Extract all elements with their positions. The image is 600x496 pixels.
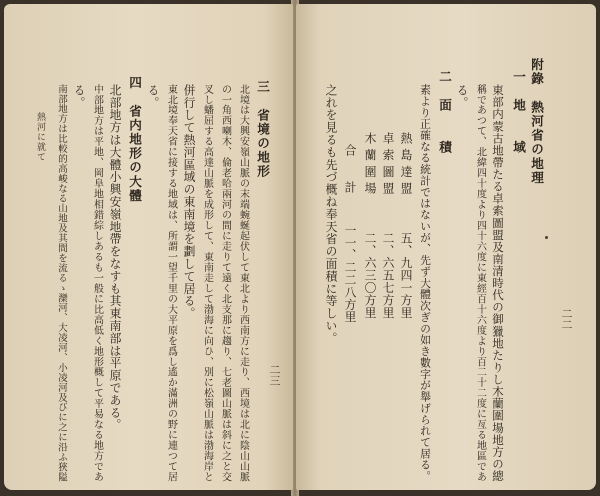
paragraph-line: 之れを見るも先づ概ね奉天省の面積に等しい。 [324,84,338,345]
table-row-value: 五、九四一方里 [399,232,413,319]
section-heading: 三 省境の地形 [255,80,270,179]
paragraph-line: る。 [146,84,160,109]
chapter-title: 附錄 熱河省の地理 [529,58,544,185]
table-row-value: 二、六五七方里 [381,232,395,319]
paragraph-line: 中部地方は平地、岡阜地相錯綜しあるも一般に比高低く地形概して平易なる地方であ [92,84,103,483]
table-row-name: 熱 島 達 盟 [399,132,413,195]
table-row-value: 一一、二二八方里 [343,224,357,324]
paragraph-line: 東部内蒙古地帶たる卓索圖盟及南清時代の御獵地たりし木蘭圍場地方の總 [491,84,505,482]
right-page [296,4,596,490]
paragraph-line: 南部地方は比較的高峻なる山地及其間を流るゝ灤河、大凌河、小凌河及びに之に沿ふ狹隘 [56,84,67,482]
paragraph-line: 北部地方は大體小興安嶺地帶をなすも其東南部は平原である。 [108,84,122,432]
paragraph-line: 素より正確なる統計ではないが、先ず大體次ぎの如き數字が舉げられて居る。 [419,84,432,482]
paragraph-line: 東北境奉天省に接する地域は、所謂一望千里の大平原を爲し遙か滿洲の野に連つて居 [166,84,177,483]
paragraph-line: 叉し蟠屈する高達山脈を成形して、東南走して渤海に向ひ、別に松嶺山脈は渤海岸と [202,84,213,483]
page-number: 二三 [268,364,281,386]
section-heading: 一 地 域 [511,70,526,155]
section-heading: 四 省内地形の大體 [127,76,142,203]
paragraph-line: 北境は大興安嶺山脈の末端蜿蜒起伏して東北より西南方に走り、西境は北に陰山山脈 [238,84,249,483]
running-head: 熱河に就て [35,112,45,162]
table-row-name: 卓 索 圖 盟 [381,132,395,195]
section-heading: 二 面 積 [437,70,452,155]
paragraph-line: る。 [72,84,86,109]
table-row-name: 合 計 [343,144,357,194]
paragraph-line: る。 [455,84,469,109]
paragraph-line: 併行して熱河區域の東南境を劃して居る。 [182,84,196,320]
table-row-name: 木 蘭 圍 場 [363,132,377,195]
paragraph-line: 稱であつて、北緯四十度より四十六度に東經百十六度より百二十二度に亙る地區であ [475,84,486,483]
ink-dot [545,236,548,239]
left-page [4,4,293,490]
table-row-value: 二、六三〇方里 [363,232,377,319]
paragraph-line: の一角西喇木、倫老哈兩河の間に走りて遠く北支那に趨り、七老圖山脈は斜に之と交 [220,84,231,483]
page-number: 二二 [560,308,573,330]
